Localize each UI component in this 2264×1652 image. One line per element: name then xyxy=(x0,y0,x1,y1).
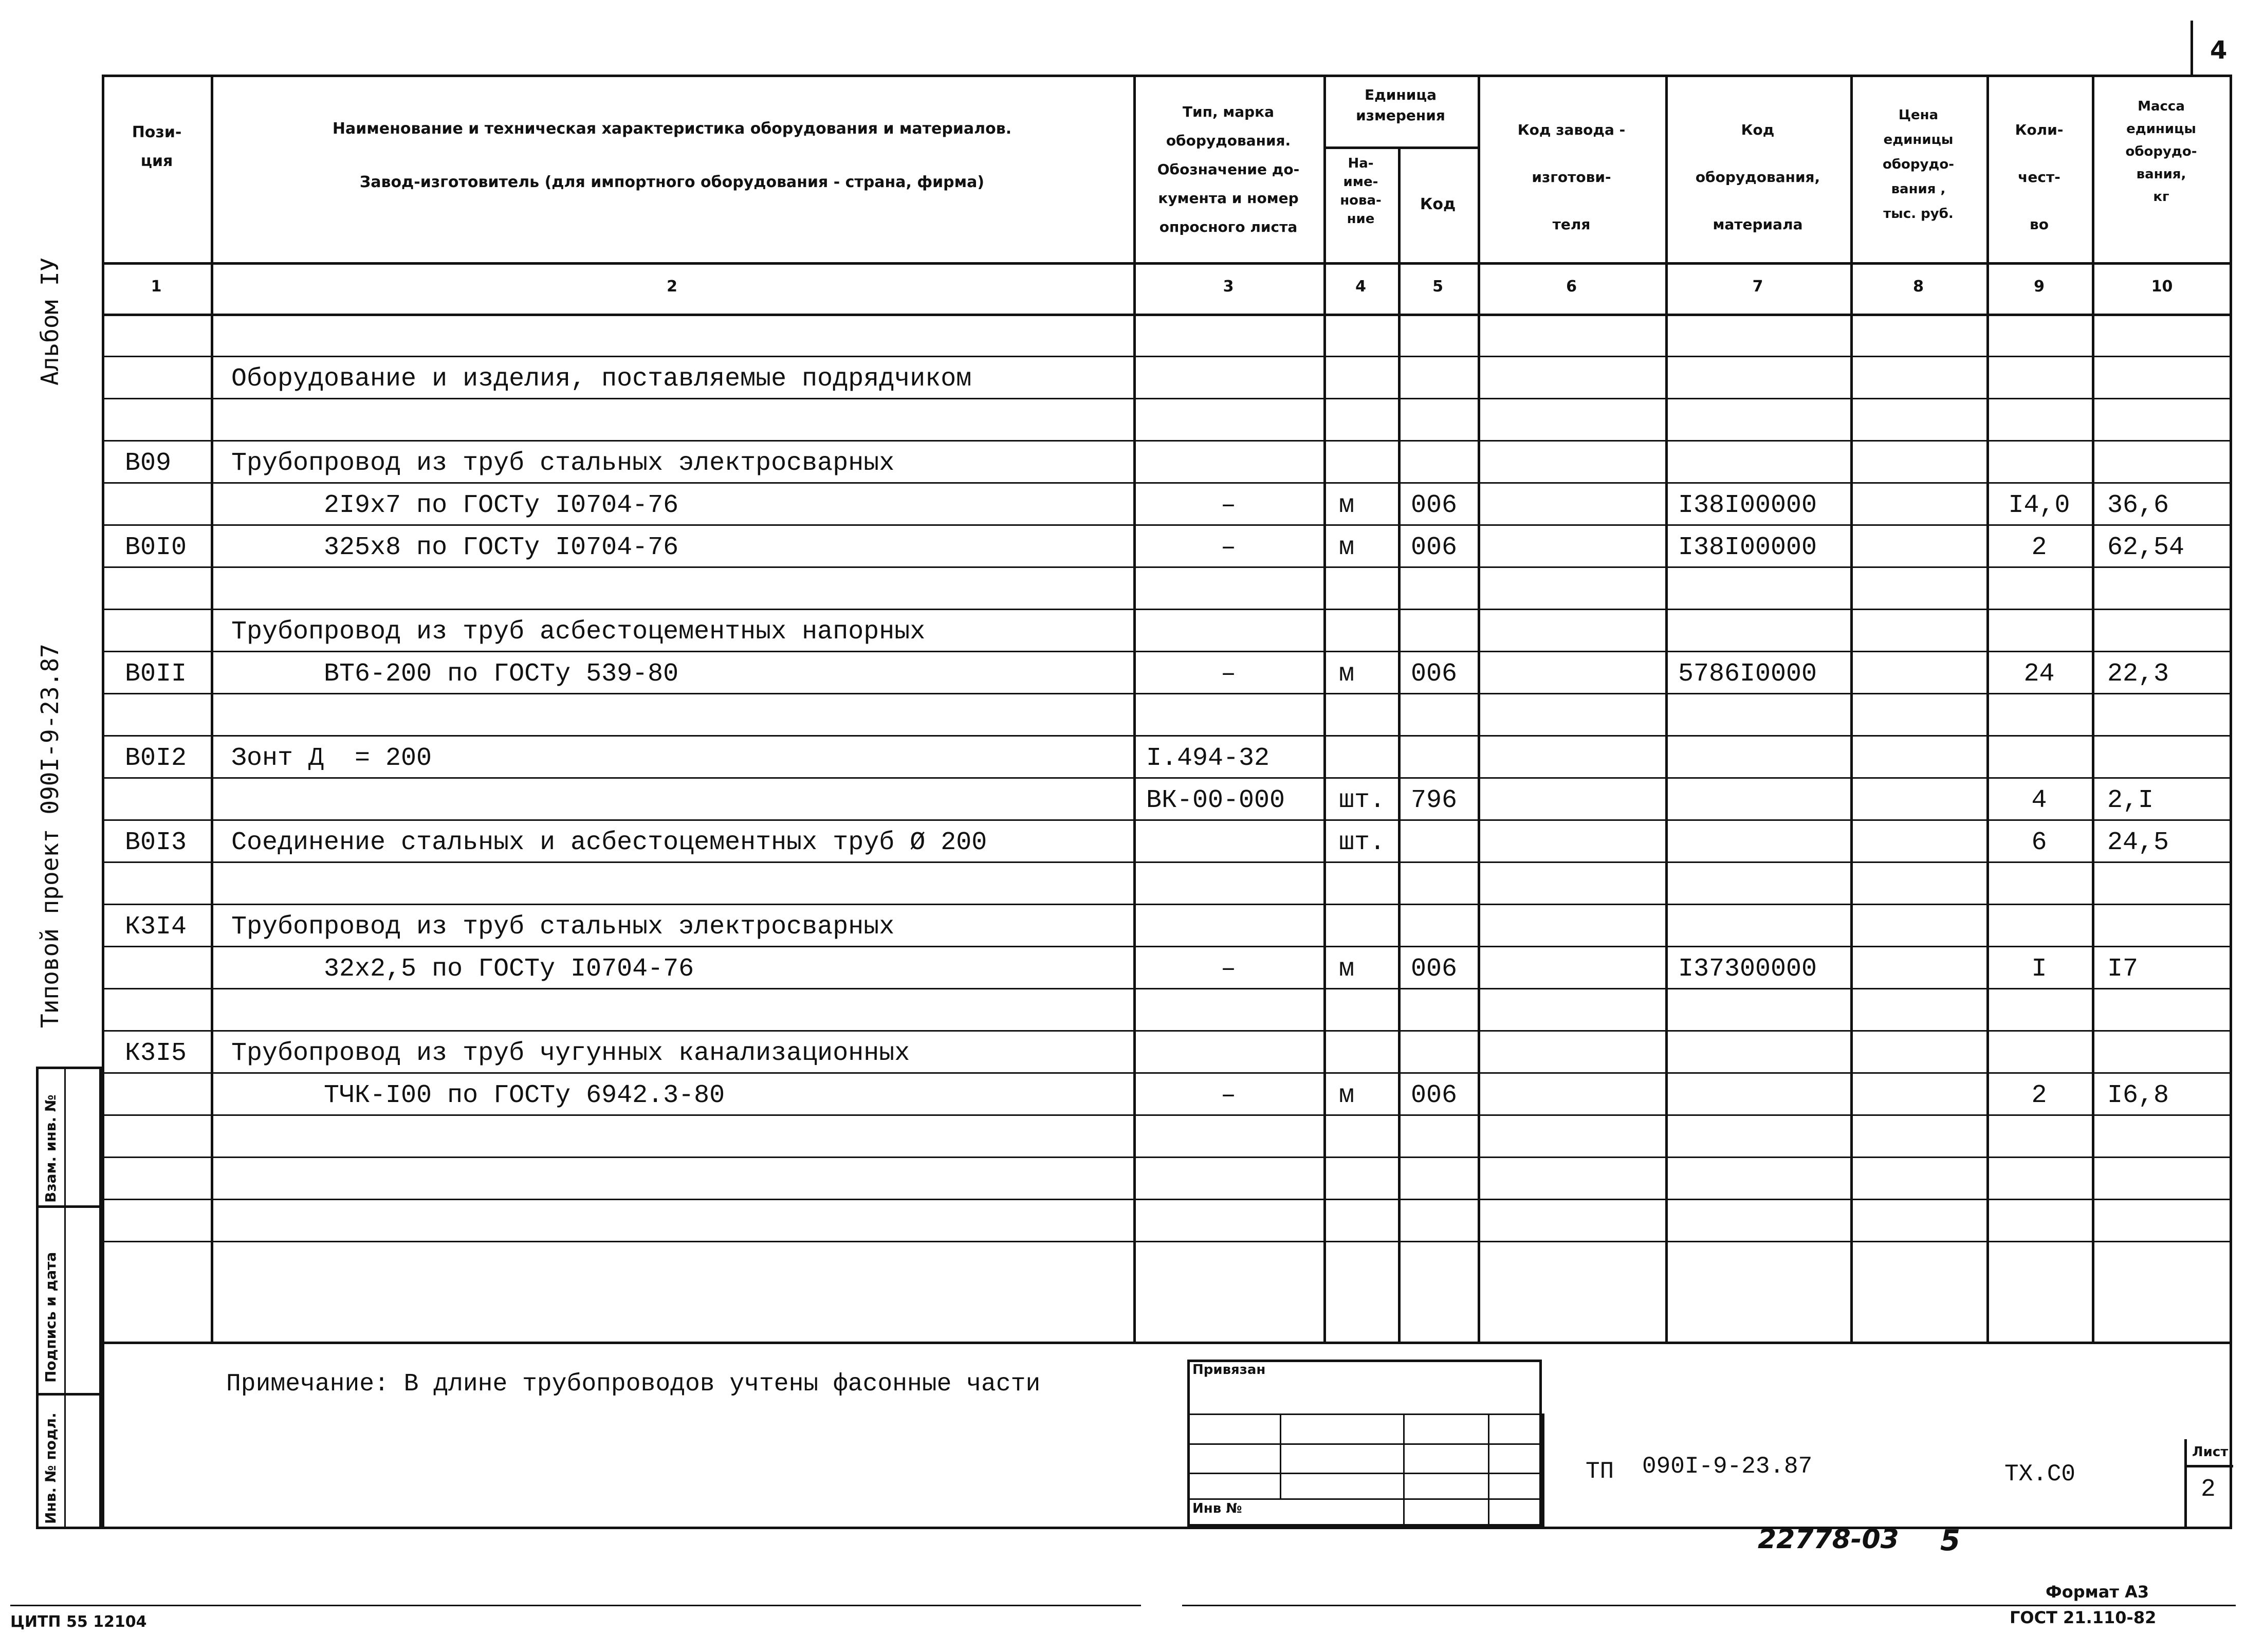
cell-mass: 2,I xyxy=(2107,786,2154,815)
left-stamp-sep-1 xyxy=(36,1205,102,1208)
column-number: 2 xyxy=(667,278,677,296)
cell-position: В0II xyxy=(125,659,187,689)
gost-label: ГОСТ 21.110-82 xyxy=(2010,1608,2157,1627)
header-unit-code: Код xyxy=(1420,195,1456,213)
body-bottom-line xyxy=(102,1342,2232,1344)
cell-name: 32х2,5 по ГОСТу I0704-76 xyxy=(231,955,694,984)
cell-position: В0I0 xyxy=(125,533,187,562)
format-label: Формат А3 xyxy=(2046,1582,2149,1602)
note-text: Примечание: В длине трубопроводов учтены фасонные части xyxy=(226,1370,1041,1398)
cell-position: В0I3 xyxy=(125,828,187,857)
tp-label: ТП xyxy=(1586,1458,1614,1485)
column-number: 1 xyxy=(151,278,162,296)
row-divider xyxy=(102,356,2232,357)
header-unit-name: На- име- нова- ние xyxy=(1340,156,1382,227)
row-divider xyxy=(102,524,2232,526)
cell-unit-code: 006 xyxy=(1411,533,1458,562)
sheet-label: Лист xyxy=(2192,1444,2229,1460)
cell-unit: м xyxy=(1339,955,1355,984)
header-bottom-line xyxy=(102,262,2232,265)
row-divider xyxy=(102,1157,2232,1158)
cell-mass: I7 xyxy=(2107,955,2139,984)
handwritten-suffix: 5 xyxy=(1940,1524,1960,1557)
row-divider xyxy=(102,482,2232,484)
cell-name: ТЧК-I00 по ГОСТу 6942.3-80 xyxy=(231,1081,725,1110)
sheet-number: 2 xyxy=(2201,1476,2216,1503)
cell-unit-code: 006 xyxy=(1411,1081,1458,1110)
cell-quantity: 24 xyxy=(2023,659,2055,689)
cell-name: Зонт Д = 200 xyxy=(231,744,432,773)
cell-unit: м xyxy=(1339,659,1355,689)
document-mark: ТХ.С0 xyxy=(2004,1461,2076,1488)
row-divider xyxy=(102,861,2232,863)
column-divider xyxy=(1398,146,1401,1342)
printer-code: ЦИТП 55 12104 xyxy=(10,1613,147,1631)
row-divider xyxy=(102,1072,2232,1074)
binding-stamp-vline-3 xyxy=(1488,1414,1489,1527)
column-number: 3 xyxy=(1223,278,1234,296)
cell-position: К3I5 xyxy=(125,1039,187,1068)
binding-stamp-vline-2 xyxy=(1403,1414,1405,1527)
row-divider xyxy=(102,1241,2232,1242)
row-divider xyxy=(102,1114,2232,1116)
cell-unit: м xyxy=(1339,1081,1355,1110)
column-number: 9 xyxy=(2034,278,2045,296)
cell-unit-code: 006 xyxy=(1411,659,1458,689)
column-number: 10 xyxy=(2151,278,2173,296)
cell-quantity: I4,0 xyxy=(2008,491,2070,520)
cell-material-code: I38I00000 xyxy=(1678,491,1817,520)
handwritten-number: 22778-03 xyxy=(1758,1524,1899,1555)
cell-document: ВК-00-000 xyxy=(1146,786,1285,815)
cell-unit: шт. xyxy=(1339,828,1386,857)
cell-name: ВТ6-200 по ГОСТу 539-80 xyxy=(231,659,679,689)
cell-material-code: I37300000 xyxy=(1678,955,1817,984)
header-unit: Единица измерения xyxy=(1356,86,1445,124)
cell-position: В0I2 xyxy=(125,744,187,773)
cell-unit: м xyxy=(1339,533,1355,562)
row-divider xyxy=(102,946,2232,947)
main-stamp-left-border xyxy=(1542,1414,1544,1529)
left-stamp-sep-2 xyxy=(36,1393,102,1396)
stamp-inv-zam-label: Взам. инв. № xyxy=(42,1094,59,1203)
header-type: Тип, марка оборудования. Обозначение до- кумента и номер опросного листа xyxy=(1157,103,1300,235)
cell-document: – xyxy=(1220,491,1236,520)
cell-unit-code: 006 xyxy=(1411,491,1458,520)
cell-document: – xyxy=(1220,533,1236,562)
album-label: Альбом IУ xyxy=(36,257,64,386)
cell-quantity: 2 xyxy=(2031,533,2047,562)
footer-line-right xyxy=(1182,1605,2236,1606)
row-divider xyxy=(102,398,2232,399)
header-quantity: Коли- чест- во xyxy=(2015,121,2064,233)
row-divider xyxy=(102,440,2232,442)
column-number: 6 xyxy=(1566,278,1577,296)
cell-name: 2I9х7 по ГОСТу I0704-76 xyxy=(231,491,679,520)
cell-mass: 22,3 xyxy=(2107,659,2169,689)
row-divider xyxy=(102,566,2232,568)
cell-quantity: 6 xyxy=(2031,828,2047,857)
header-price: Цена единицы оборудо- вания , тыс. руб. xyxy=(1882,107,1955,222)
cell-material-code: I38I00000 xyxy=(1678,533,1817,562)
sheet-box-line xyxy=(2184,1465,2233,1467)
project-label: Типовой проект 090I-9-23.87 xyxy=(36,644,64,1028)
cell-unit: м xyxy=(1339,491,1355,520)
cell-mass: I6,8 xyxy=(2107,1081,2169,1110)
cell-position: К3I4 xyxy=(125,912,187,942)
cell-mass: 36,6 xyxy=(2107,491,2169,520)
cell-document: I.494-32 xyxy=(1146,744,1270,773)
cell-name: Трубопровод из труб чугунных канализационных xyxy=(231,1039,910,1068)
left-stamp-divider xyxy=(64,1067,66,1529)
header-position: Пози- ция xyxy=(132,123,182,170)
project-designation: 090I-9-23.87 xyxy=(1642,1453,1813,1480)
cell-quantity: I xyxy=(2031,955,2047,984)
column-number: 8 xyxy=(1913,278,1924,296)
cell-mass: 24,5 xyxy=(2107,828,2169,857)
row-divider xyxy=(102,609,2232,610)
cell-quantity: 2 xyxy=(2031,1081,2047,1110)
cell-name: Оборудование и изделия, поставляемые подрядчиком xyxy=(231,364,972,394)
footer-line-left xyxy=(10,1605,1141,1606)
cell-position: В09 xyxy=(125,449,172,478)
row-divider xyxy=(102,988,2232,989)
cell-mass: 62,54 xyxy=(2107,533,2185,562)
row-divider xyxy=(102,819,2232,821)
header-plant-code: Код завода - изготови- теля xyxy=(1517,121,1626,233)
cell-unit-code: 006 xyxy=(1411,955,1458,984)
cell-name: 325х8 по ГОСТу I0704-76 xyxy=(231,533,679,562)
cell-quantity: 4 xyxy=(2031,786,2047,815)
row-divider xyxy=(102,904,2232,905)
column-numbers-bottom-line xyxy=(102,314,2232,316)
cell-material-code: 5786I0000 xyxy=(1678,659,1817,689)
cell-document: – xyxy=(1220,659,1236,689)
row-divider xyxy=(102,735,2232,737)
column-number: 5 xyxy=(1432,278,1443,296)
header-mass: Масса единицы оборудо- вания, кг xyxy=(2125,99,2197,205)
cell-name: Соединение стальных и асбестоцементных труб Ø 200 xyxy=(231,828,987,857)
cell-name: Трубопровод из труб стальных электросварных xyxy=(231,912,895,942)
row-divider xyxy=(102,693,2232,694)
row-divider xyxy=(102,1199,2232,1200)
row-divider xyxy=(102,777,2232,779)
cell-name: Трубопровод из труб асбестоцементных напорных xyxy=(231,617,926,647)
column-number: 7 xyxy=(1752,278,1763,296)
cell-document: – xyxy=(1220,1081,1236,1110)
stamp-inv-podl-label: Инв. № подл. xyxy=(42,1412,59,1524)
stamp-sign-label: Подпись и дата xyxy=(42,1252,59,1383)
row-divider xyxy=(102,1030,2232,1032)
unit-header-split xyxy=(1323,146,1478,149)
column-number: 4 xyxy=(1355,278,1366,296)
inv-no-label: Инв № xyxy=(1192,1501,1242,1516)
cell-document: – xyxy=(1220,955,1236,984)
header-material-code: Код оборудования, материала xyxy=(1695,121,1820,233)
page-number-divider xyxy=(2191,21,2193,77)
sheet-box-divider xyxy=(2184,1439,2187,1529)
binding-stamp-label: Привязан xyxy=(1192,1362,1266,1378)
binding-stamp-vline-1 xyxy=(1280,1414,1281,1498)
row-divider xyxy=(102,651,2232,652)
cell-unit-code: 796 xyxy=(1411,786,1458,815)
page-number: 4 xyxy=(2210,36,2228,65)
cell-unit: шт. xyxy=(1339,786,1386,815)
header-name: Наименование и техническая характеристика оборудования и материалов. Завод-изготовитель (для импортного оборудования - страна, фирма) xyxy=(332,120,1012,191)
cell-name: Трубопровод из труб стальных электросварных xyxy=(231,449,895,478)
